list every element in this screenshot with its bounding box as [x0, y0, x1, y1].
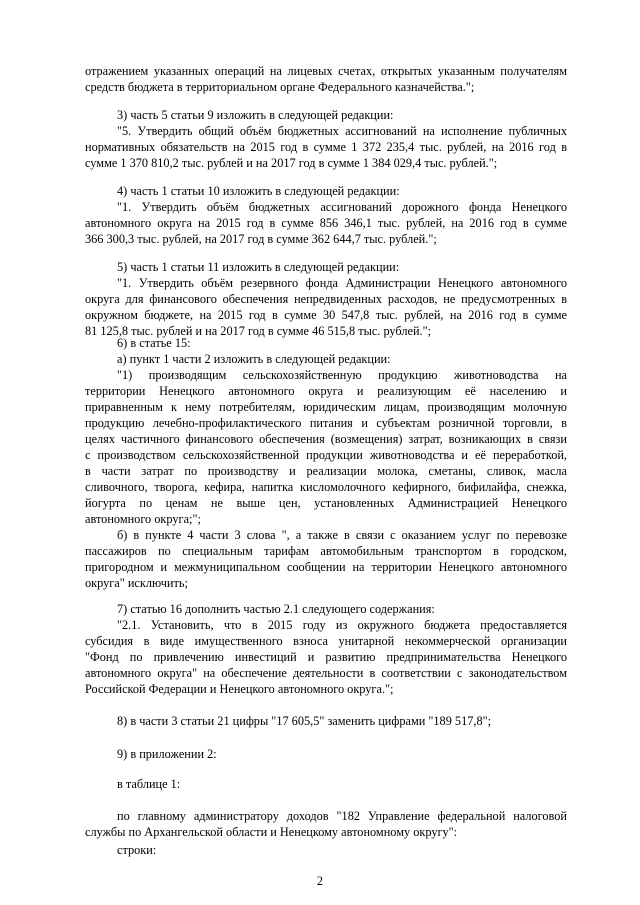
- text-line: продукцию лечебно-профилактического питания и субъектам розничной торговли, в: [85, 416, 567, 430]
- text-line: 7) статью 16 дополнить частью 2.1 следующего содержания:: [117, 602, 435, 616]
- text-line: "2.1. Установить, что в 2015 году из окружного бюджета предоставляется: [117, 618, 567, 632]
- text-line: средств бюджета в территориальном органе Федерального казначейства.";: [85, 80, 475, 94]
- text-line: автономного округа;";: [85, 512, 201, 526]
- text-line: а) пункт 1 части 2 изложить в следующей редакции:: [117, 352, 391, 366]
- text-line: 3) часть 5 статьи 9 изложить в следующей редакции:: [117, 108, 394, 122]
- text-line: округа для финансового обеспечения непредвиденных расходов, не предусмотренных в: [85, 292, 567, 306]
- text-line: йогурта по ценам не выше цен, установленных Администрацией Ненецкого: [85, 496, 567, 510]
- text-line: в части затрат по производству и реализации молока, сметаны, сливок, масла: [85, 464, 567, 478]
- text-line: в таблице 1:: [117, 777, 181, 791]
- text-line: 8) в части 3 статьи 21 цифры "17 605,5" заменить цифрами "189 517,8";: [117, 714, 492, 728]
- text-line: окружном бюджете, на 2015 год в сумме 30 547,8 тыс. рублей, на 2016 год в сумме: [85, 308, 567, 322]
- text-line: с производством сельскохозяйственной продукции животноводства и её переработкой,: [85, 448, 567, 462]
- text-line: 4) часть 1 статьи 10 изложить в следующей редакции:: [117, 184, 400, 198]
- text-line: сливочного, творога, кефира, напитка кисломолочного кефирного, бифилайфа, снежка,: [85, 480, 567, 494]
- text-line: 5) часть 1 статьи 11 изложить в следующей редакции:: [117, 260, 400, 274]
- text-line: Российской Федерации и Ненецкого автономного округа.";: [85, 682, 394, 696]
- text-line: по главному администратору доходов "182 Управление федеральной налоговой: [117, 809, 567, 823]
- page-number: 2: [316, 874, 324, 888]
- text-line: территории Ненецкого автономного округа и реализующим её населению и: [85, 384, 567, 398]
- text-line: пригородном и межмуниципальном сообщении на территории Ненецкого автономного: [85, 560, 567, 574]
- text-line: строки:: [117, 843, 157, 857]
- text-line: б) в пункте 4 части 3 слова ", а также в связи с оказанием услуг по перевозке: [117, 528, 567, 542]
- text-line: отражением указанных операций на лицевых счетах, открытых указанным получателям: [85, 64, 567, 78]
- text-line: автономного округа" на обеспечение деятельности в соответствии с законодательством: [85, 666, 567, 680]
- text-line: "5. Утвердить общий объём бюджетных ассигнований на исполнение публичных: [117, 124, 567, 138]
- text-line: пассажиров по специальным тарифам автомобильным транспортом в городском,: [85, 544, 567, 558]
- text-line: автономного округа на 2015 год в сумме 856 346,1 тыс. рублей, на 2016 год в сумме: [85, 216, 567, 230]
- text-line: нормативных обязательств на 2015 год в сумме 1 372 235,4 тыс. рублей, на 2016 год в: [85, 140, 567, 154]
- text-line: "1. Утвердить объём бюджетных ассигнований дорожного фонда Ненецкого: [117, 200, 567, 214]
- text-line: округа" исключить;: [85, 576, 188, 590]
- text-line: 366 300,3 тыс. рублей, на 2017 год в сумме 362 644,7 тыс. рублей.";: [85, 232, 437, 246]
- text-line: приравненным к нему потребителям, юридическим лицам, производящим молочную: [85, 400, 567, 414]
- text-line: "Фонд по привлечению инвестиций и развитию предпринимательства Ненецкого: [85, 650, 567, 664]
- text-line: "1) производящим сельскохозяйственную продукцию животноводства на: [117, 368, 567, 382]
- text-line: сумме 1 370 810,2 тыс. рублей и на 2017 год в сумме 1 384 029,4 тыс. рублей.";: [85, 156, 498, 170]
- text-line: 81 125,8 тыс. рублей и на 2017 год в сумме 46 515,8 тыс. рублей.";: [85, 324, 432, 338]
- text-line: субсидия в виде имущественного взноса унитарной некоммерческой организации: [85, 634, 567, 648]
- text-line: 9) в приложении 2:: [117, 747, 217, 761]
- text-line: "1. Утвердить объём резервного фонда Администрации Ненецкого автономного: [117, 276, 567, 290]
- text-line: целях частичного финансового обеспечения (возмещения) затрат, возникающих в связи: [85, 432, 567, 446]
- text-line: 6) в статье 15:: [117, 336, 191, 350]
- text-line: службы по Архангельской области и Ненецкому автономному округу":: [85, 825, 458, 839]
